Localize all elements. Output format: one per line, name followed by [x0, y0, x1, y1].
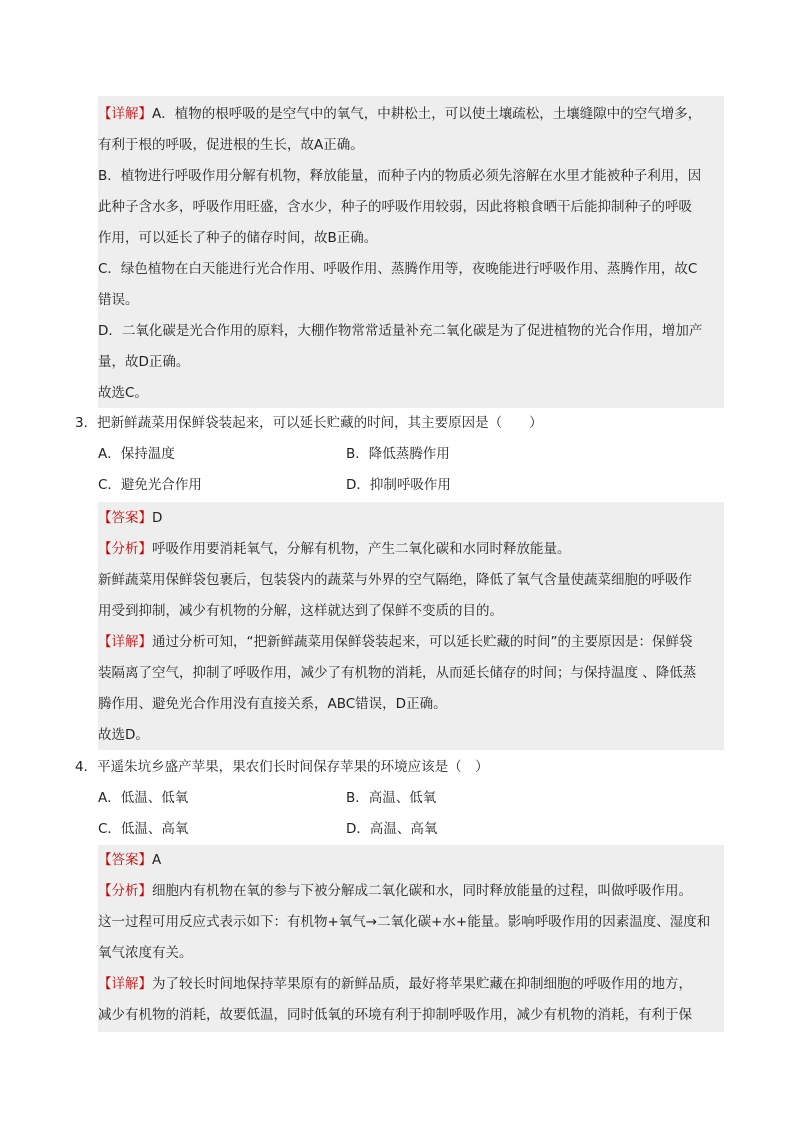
detail-tag: 【详解】	[98, 106, 152, 122]
q2-detail-line: 此种子含水多，呼吸作用旺盛，含水少，种子的呼吸作用较弱，因此将粮食晒干后能抑制种子的呼吸	[98, 199, 692, 215]
q2-detail-line: 错误。	[98, 292, 139, 308]
q3-answer: 【答案】D	[98, 510, 163, 526]
q4-option-a: A．低温、低氧	[98, 790, 189, 806]
q3-detail-line: 腾作用、避免光合作用没有直接关系，ABC错误，D正确。	[98, 696, 447, 712]
q4-question: 4．平遥朱坑乡盛产苹果，果农们长时间保存苹果的环境应该是（ ）	[75, 759, 489, 775]
q3-detail-line: 装隔离了空气，抑制了呼吸作用，减少了有机物的消耗，从而延长储存的时间；与保持温度 、降低蒸	[98, 665, 697, 681]
q2-detail-line: 有利于根的呼吸，促进根的生长，故A正确。	[98, 137, 364, 153]
q4-option-d: D．高温、高氧	[346, 821, 438, 837]
q3-question: 3．把新鲜蔬菜用保鲜袋装起来，可以延长贮藏的时间，其主要原因是（ ）	[75, 415, 543, 431]
q4-analysis-line: 【分析】细胞内有机物在氧的参与下被分解成二氧化碳和水，同时释放能量的过程，叫做呼吸作用。	[98, 883, 692, 899]
q4-analysis-line: 氧气浓度有关。	[98, 945, 193, 961]
q2-detail-line: 作用，可以延长了种子的储存时间，故B正确。	[98, 230, 378, 246]
detail-tag: 【详解】	[98, 976, 152, 992]
q3-option-b: B．降低蒸腾作用	[346, 446, 450, 462]
answer-tag: 【答案】	[98, 510, 152, 526]
detail-tag: 【详解】	[98, 634, 152, 650]
q2-detail-line: 量，故D正确。	[98, 354, 190, 370]
analysis-tag: 【分析】	[98, 883, 152, 899]
q4-option-b: B．高温、低氧	[346, 790, 437, 806]
q3-analysis-line: 【分析】呼吸作用要消耗氧气，分解有机物，产生二氧化碳和水同时释放能量。	[98, 541, 571, 557]
q3-analysis-line: 新鲜蔬菜用保鲜袋包裹后，包装袋内的蔬菜与外界的空气隔绝，降低了氧气含量使蔬菜细胞的呼吸作	[98, 572, 692, 588]
q3-option-a: A．保持温度	[98, 446, 175, 462]
q3-option-d: D．抑制呼吸作用	[346, 477, 451, 493]
analysis-tag: 【分析】	[98, 541, 152, 557]
q3-analysis-line: 用受到抑制，减少有机物的分解，这样就达到了保鲜不变质的目的。	[98, 603, 503, 619]
q3-option-c: C．避免光合作用	[98, 477, 202, 493]
q4-detail-line: 减少有机物的消耗，故要低温，同时低氧的环境有利于抑制呼吸作用，减少有机物的消耗，有利于保	[98, 1007, 692, 1023]
q3-detail-line: 【详解】通过分析可知，“把新鲜蔬菜用保鲜袋装起来，可以延长贮藏的时间”的主要原因是：保鲜袋	[98, 634, 693, 650]
q3-detail-line: 故选D。	[98, 727, 149, 743]
q4-detail-line: 【详解】为了较长时间地保持苹果原有的新鲜品质，最好将苹果贮藏在抑制细胞的呼吸作用的地方，	[98, 976, 692, 992]
q4-answer: 【答案】A	[98, 852, 162, 868]
q4-analysis-line: 这一过程可用反应式表示如下：有机物+氧气→二氧化碳+水+能量。影响呼吸作用的因素温度、湿度和	[98, 914, 711, 930]
q2-detail-line: D．二氧化碳是光合作用的原料，大棚作物常常适量补充二氧化碳是为了促进植物的光合作用，增加产	[98, 323, 703, 339]
q2-detail-line: C．绿色植物在白天能进行光合作用、呼吸作用、蒸腾作用等，夜晚能进行呼吸作用、蒸腾作用，故C	[98, 261, 698, 277]
q4-option-c: C．低温、高氧	[98, 821, 189, 837]
q2-detail-line: 【详解】A．植物的根呼吸的是空气中的氧气，中耕松土，可以使土壤疏松，土壤缝隙中的空气增多，	[98, 106, 702, 122]
q2-detail-line: 故选C。	[98, 385, 148, 401]
answer-tag: 【答案】	[98, 852, 152, 868]
q2-detail-line: B．植物进行呼吸作用分解有机物，释放能量，而种子内的物质必须先溶解在水里才能被种子利用，因	[98, 168, 702, 184]
